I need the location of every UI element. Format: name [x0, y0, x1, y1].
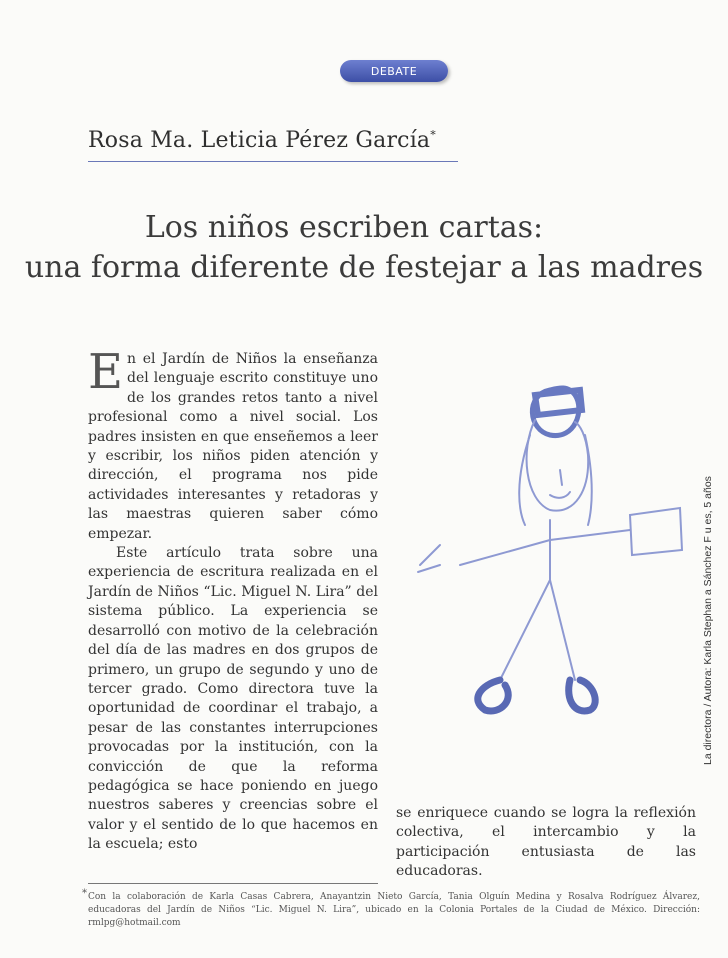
footnote-divider — [88, 883, 378, 884]
article-title — [0, 208, 728, 288]
paragraph-2: Este artículo trata sobre una experiencia de escritura realizada en el Jardín de Niños “Lic. Miguel N. Lira” del sistema público. La experiencia se desarrolló con motivo de la celebración del día de las madres en dos grupos de primero, un grupo de segundo y uno de tercer grado. Como directora tuve la oportunidad de coordinar el trabajo, a pesar de las constantes interrupciones provocadas por la institución, con la convicción de que la reforma pedagógica se hace poniendo en juego nuestros saberes y creencias sobre el valor y el sentido de lo que hacemos en la escuela; esto — [88, 545, 378, 853]
author-footnote-mark: * — [430, 128, 436, 142]
body-column-left — [88, 344, 378, 855]
paragraph-3: se enriquece cuando se logra la reflexión colectiva, el intercambio y la participación entusiasta de las educadoras. — [396, 805, 696, 880]
title-line-2: una forma diferente de festejar a las madres — [24, 250, 704, 285]
footnote-mark: * — [82, 888, 87, 899]
footnote-text: Con la colaboración de Karla Casas Cabrera, Anayantzin Nieto García, Tania Olguín Medina y Rosalva Rodríguez Álvarez, educadoras del Jardín de Niños “Lic. Miguel N. Lira”, ubicado en la Colonia Portales de la Ciudad de México. Dirección: rmlpg@hotmail.com — [88, 892, 700, 928]
section-badge: DEBATE — [340, 60, 448, 82]
body-column-right — [396, 804, 696, 882]
author-name — [88, 128, 436, 153]
image-credit: La directora / Autora: Karla Stephan a Sánchez F u es, 5 años — [702, 476, 714, 765]
drop-cap: E — [88, 344, 124, 400]
author-underline — [88, 161, 458, 162]
paragraph-1 — [88, 344, 378, 544]
footnote — [82, 888, 700, 930]
child-drawing-illustration — [400, 350, 700, 770]
paragraph-1-text: n el Jardín de Niños la enseñanza del lenguaje escrito constituye uno de los grandes retos tanto a nivel profesional como a nivel social. Los padres insisten en que enseñemos a leer y escribir, los niños piden atención y dirección, el programa nos pide actividades interesantes y retadoras y las maestras quieren saber cómo empezar. — [88, 351, 378, 542]
author-name-text: Rosa Ma. Leticia Pérez García — [88, 128, 431, 153]
title-line-1: Los niños escriben cartas: — [144, 210, 544, 245]
